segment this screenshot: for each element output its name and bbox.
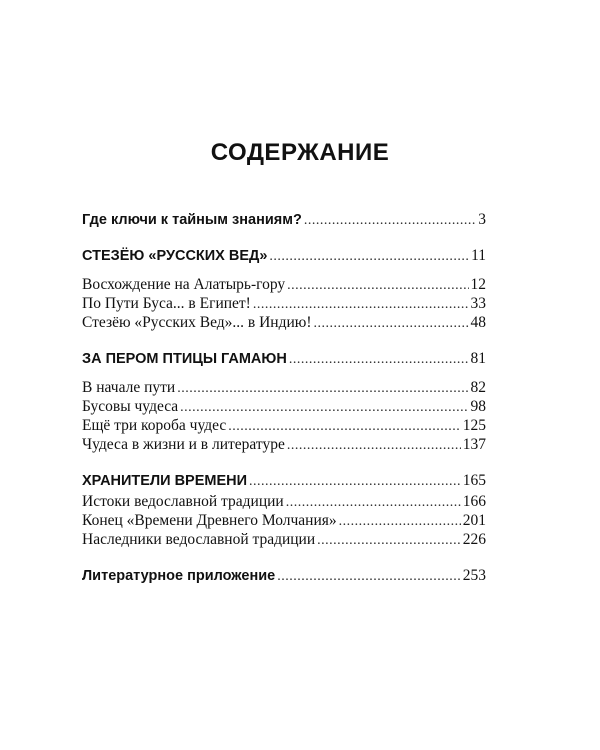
toc-page-number: 226: [462, 531, 486, 548]
dot-leader: [228, 419, 460, 435]
toc-page-number: 33: [470, 295, 486, 312]
dot-leader: [177, 381, 468, 397]
toc-entry: [82, 379, 486, 398]
dot-leader: [317, 533, 461, 549]
dot-leader: [314, 316, 469, 332]
toc-page-number: 3: [478, 211, 486, 228]
toc-entry: [82, 295, 486, 314]
toc-section-heading: [82, 472, 486, 491]
toc-page-number: 11: [471, 247, 486, 264]
toc-entry: [82, 276, 486, 295]
toc-page-number: 166: [462, 493, 486, 510]
toc-section-heading: [82, 247, 486, 266]
dot-leader: [289, 352, 469, 368]
toc-page-number: 12: [470, 276, 486, 293]
toc-entry-label: Истоки ведославной традиции: [82, 493, 284, 510]
toc-page-number: 48: [470, 314, 486, 331]
toc-entry-label: Где ключи к тайным знаниям?: [82, 212, 302, 228]
toc-group: [82, 211, 486, 230]
dot-leader: [269, 249, 469, 265]
toc-entry-label: Бусовы чудеса: [82, 398, 179, 415]
toc-section-heading: [82, 211, 486, 230]
toc-page-number: 137: [462, 436, 486, 453]
toc-entry: [82, 436, 486, 455]
toc-entry-label: Наследники ведославной традиции: [82, 531, 316, 548]
dot-leader: [287, 438, 461, 454]
toc-page-number: 98: [470, 398, 486, 415]
toc-group: [82, 567, 486, 586]
toc-entry-label: СТЕЗЁЮ «РУССКИХ ВЕД»: [82, 248, 268, 264]
dot-leader: [249, 474, 461, 490]
toc-entry-label: Стезёю «Русских Вед»... в Индию!: [82, 314, 312, 331]
dot-leader: [286, 495, 461, 511]
toc-entry-label: Конец «Времени Древнего Молчания»: [82, 512, 337, 529]
toc-entry: [82, 314, 486, 333]
toc-group: [82, 472, 486, 550]
toc-entry: [82, 531, 486, 550]
toc-section-heading: [82, 567, 486, 586]
dot-leader: [287, 278, 468, 294]
toc-entry: [82, 398, 486, 417]
toc-entry: [82, 493, 486, 512]
dot-leader: [253, 297, 469, 313]
toc-entry: [82, 512, 486, 531]
dot-leader: [304, 213, 476, 229]
dot-leader: [339, 514, 461, 530]
toc-page-number: 125: [462, 417, 486, 434]
toc-page-number: 165: [462, 472, 486, 489]
toc-entry-label: Литературное приложение: [82, 568, 276, 584]
toc-group: [82, 350, 486, 455]
toc-entry-label: По Пути Буса... в Египет!: [82, 295, 251, 312]
dot-leader: [180, 400, 468, 416]
toc-page-number: 253: [462, 567, 486, 584]
toc-section-heading: [82, 350, 486, 369]
toc-group: [82, 247, 486, 333]
toc-entry-label: Чудеса в жизни и в литературе: [82, 436, 285, 453]
toc-entry-label: Ещё три короба чудес: [82, 417, 227, 434]
toc-entry: [82, 417, 486, 436]
toc-page-number: 81: [470, 350, 486, 367]
toc-entry-label: ХРАНИТЕЛИ ВРЕМЕНИ: [82, 473, 248, 489]
toc-page-number: 201: [462, 512, 486, 529]
dot-leader: [277, 569, 461, 585]
toc-page-number: 82: [470, 379, 486, 396]
toc-entry-label: В начале пути: [82, 379, 176, 396]
toc-entry-label: Восхождение на Алатырь-гору: [82, 276, 286, 293]
toc-entry-label: ЗА ПЕРОМ ПТИЦЫ ГАМАЮН: [82, 351, 287, 367]
table-of-contents: [82, 211, 486, 603]
page-title: СОДЕРЖАНИЕ: [210, 139, 390, 166]
